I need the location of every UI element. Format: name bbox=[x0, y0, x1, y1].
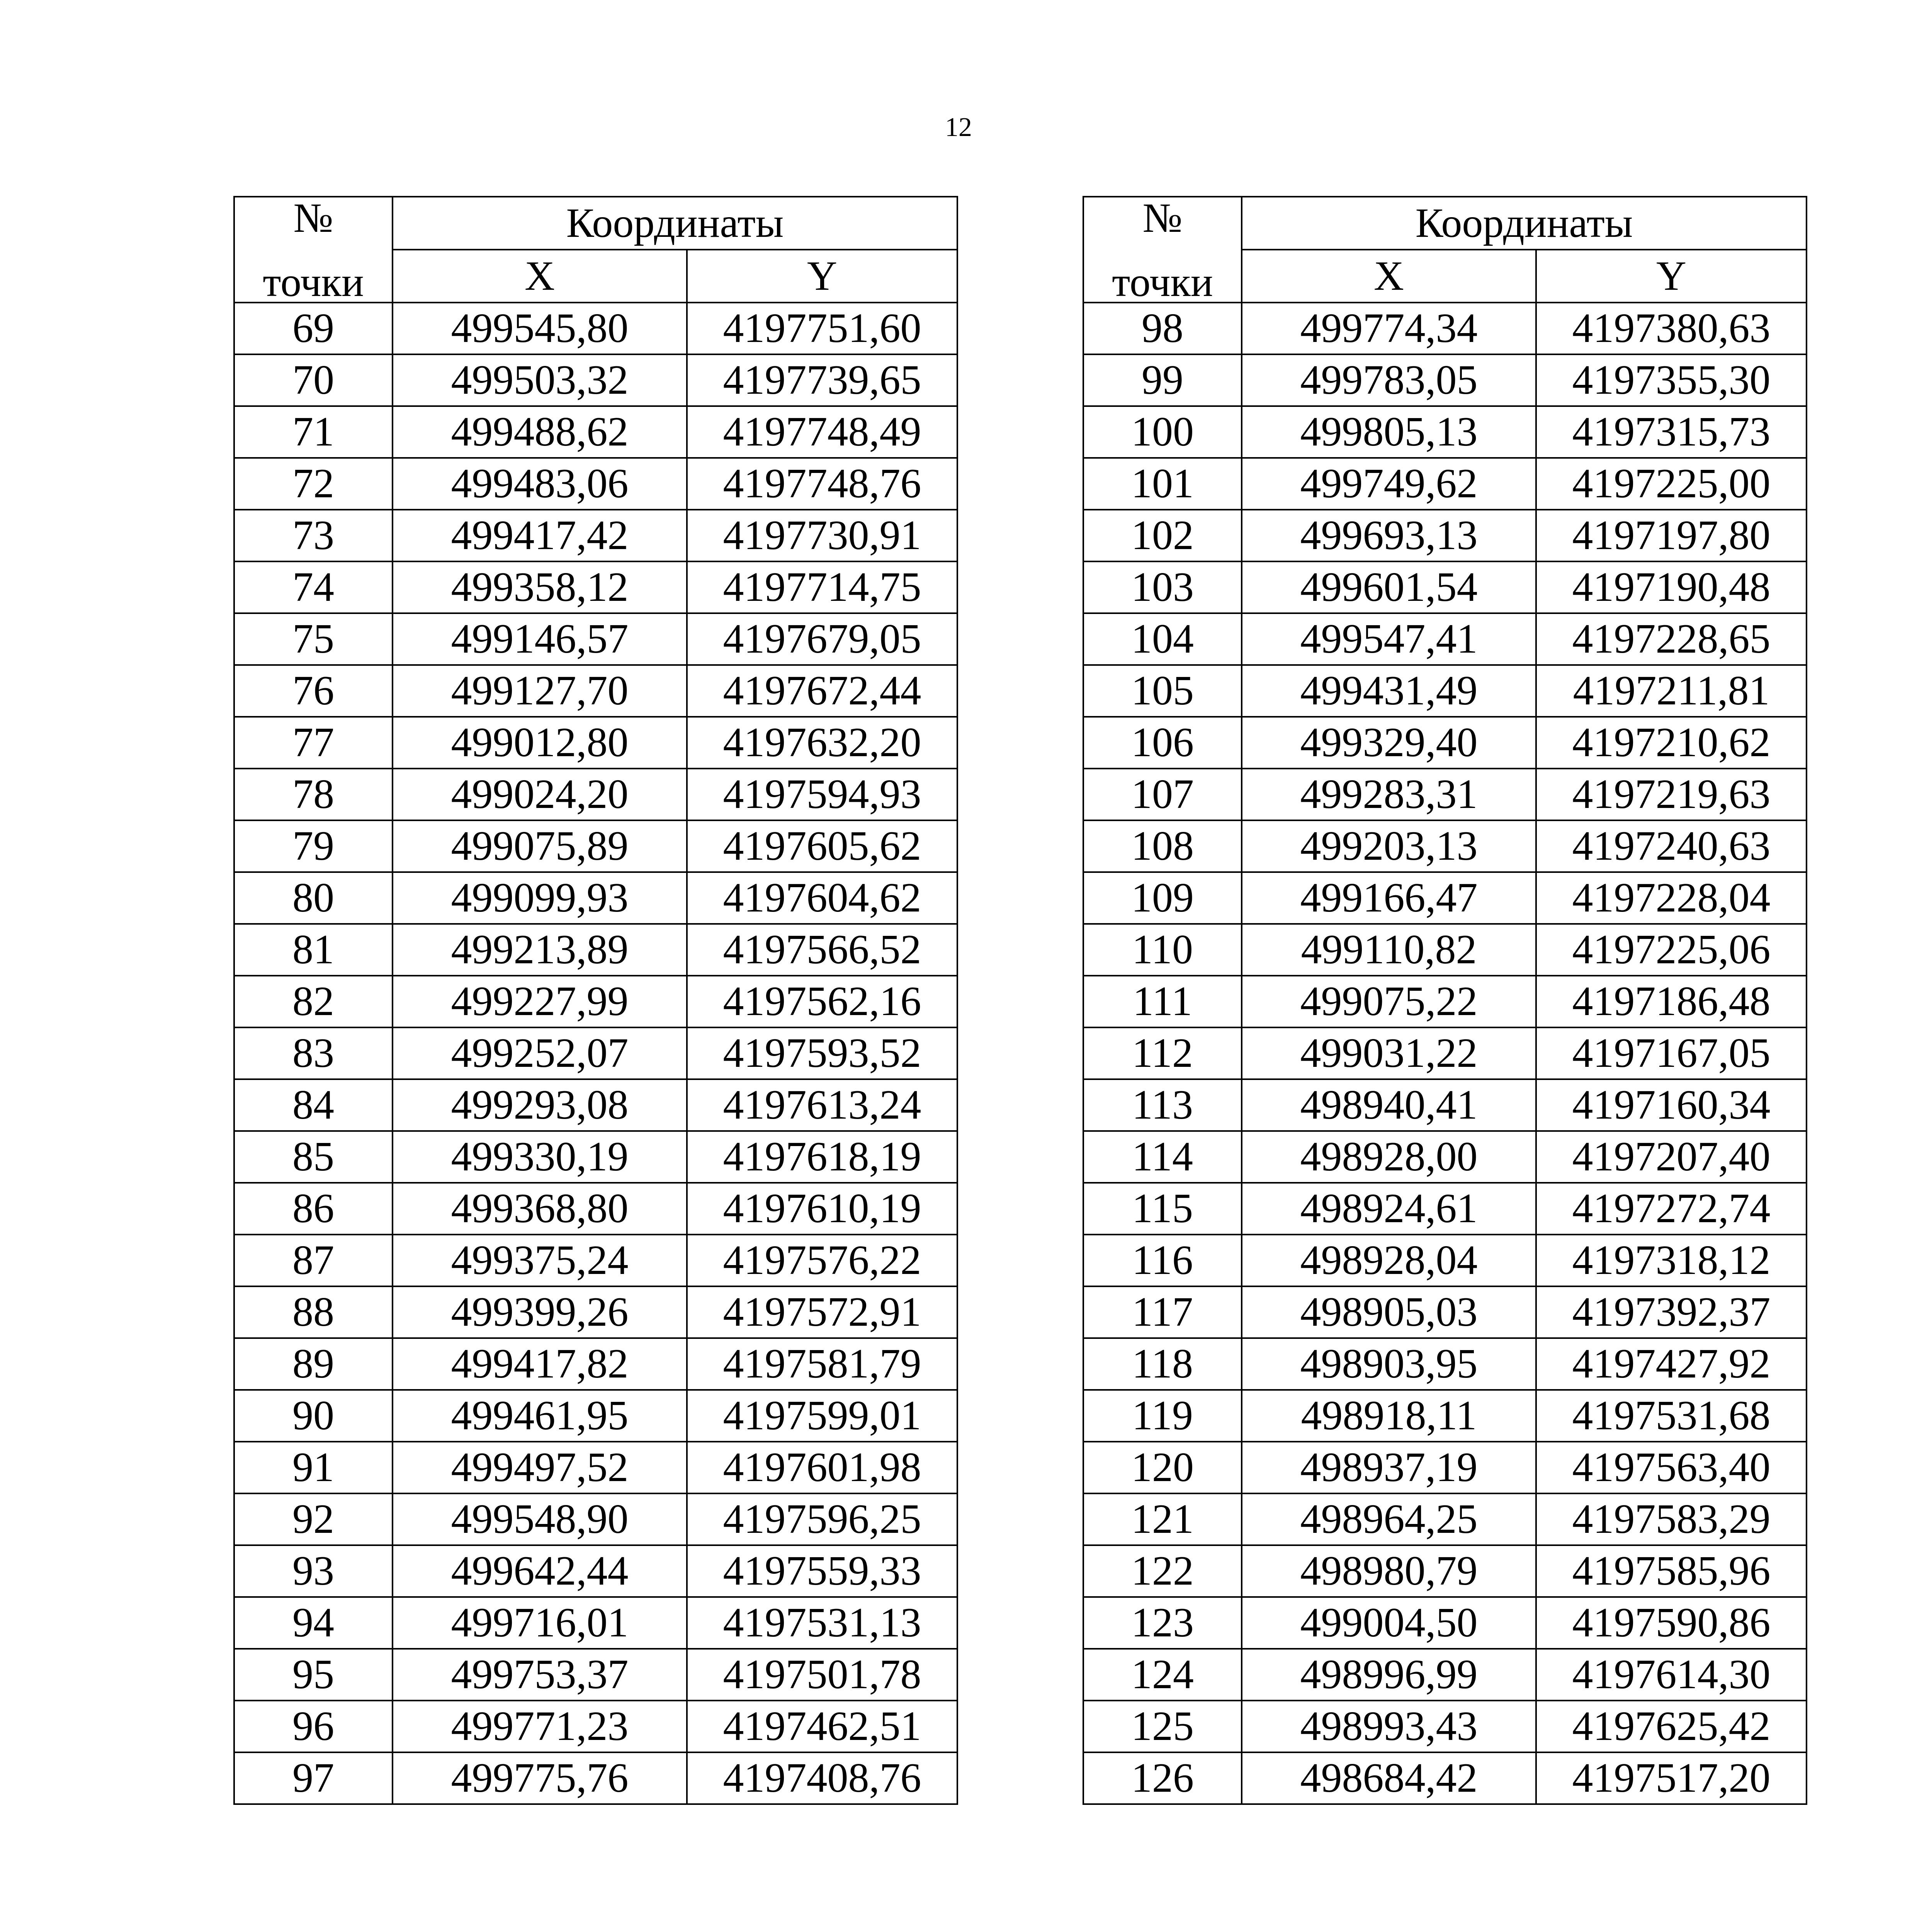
x-coordinate-cell: 499368,80 bbox=[393, 1183, 687, 1235]
point-number-cell: 90 bbox=[234, 1390, 393, 1442]
y-coordinate-cell: 4197462,51 bbox=[687, 1701, 957, 1752]
y-coordinate-cell: 4197517,20 bbox=[1536, 1752, 1807, 1804]
x-coordinate-cell: 499166,47 bbox=[1242, 872, 1536, 924]
x-coordinate-cell: 498928,04 bbox=[1242, 1235, 1536, 1286]
y-coordinate-cell: 4197614,30 bbox=[1536, 1649, 1807, 1701]
y-coordinate-cell: 4197207,40 bbox=[1536, 1131, 1807, 1183]
point-number-cell: 93 bbox=[234, 1545, 393, 1597]
number-symbol: № bbox=[293, 197, 333, 241]
y-coordinate-cell: 4197714,75 bbox=[687, 561, 957, 613]
table-row bbox=[1083, 458, 1807, 510]
table-row bbox=[1083, 510, 1807, 561]
table-row bbox=[234, 1235, 957, 1286]
point-number-cell: 124 bbox=[1083, 1649, 1242, 1701]
x-coordinate-cell: 499805,13 bbox=[1242, 406, 1536, 458]
point-number-cell: 96 bbox=[234, 1701, 393, 1752]
y-coordinate-cell: 4197748,49 bbox=[687, 406, 957, 458]
x-coordinate-cell: 498684,42 bbox=[1242, 1752, 1536, 1804]
table-row bbox=[234, 665, 957, 717]
table-row bbox=[234, 561, 957, 613]
table-row bbox=[234, 717, 957, 769]
point-number-header bbox=[1083, 197, 1242, 303]
y-coordinate-cell: 4197601,98 bbox=[687, 1442, 957, 1493]
x-coordinate-cell: 499431,49 bbox=[1242, 665, 1536, 717]
table-row bbox=[234, 1442, 957, 1493]
table-row bbox=[234, 1183, 957, 1235]
point-number-cell: 74 bbox=[234, 561, 393, 613]
x-coordinate-cell: 498905,03 bbox=[1242, 1286, 1536, 1338]
y-coordinate-cell: 4197197,80 bbox=[1536, 510, 1807, 561]
table-row bbox=[234, 510, 957, 561]
x-coordinate-cell: 499483,06 bbox=[393, 458, 687, 510]
point-number-cell: 86 bbox=[234, 1183, 393, 1235]
x-coordinate-cell: 499461,95 bbox=[393, 1390, 687, 1442]
table-row bbox=[1083, 1545, 1807, 1597]
y-coordinate-cell: 4197190,48 bbox=[1536, 561, 1807, 613]
point-number-cell: 71 bbox=[234, 406, 393, 458]
table-row bbox=[234, 1286, 957, 1338]
point-number-cell: 69 bbox=[234, 303, 393, 354]
table-row bbox=[1083, 1338, 1807, 1390]
x-coordinate-cell: 499601,54 bbox=[1242, 561, 1536, 613]
x-coordinate-cell: 499146,57 bbox=[393, 613, 687, 665]
point-number-cell: 109 bbox=[1083, 872, 1242, 924]
y-coordinate-cell: 4197225,06 bbox=[1536, 924, 1807, 976]
y-coordinate-cell: 4197613,24 bbox=[687, 1079, 957, 1131]
x-coordinate-cell: 499753,37 bbox=[393, 1649, 687, 1701]
table-row bbox=[1083, 303, 1807, 354]
table-row bbox=[234, 1131, 957, 1183]
coordinates-table-right bbox=[1083, 196, 1807, 1805]
x-coordinate-cell: 499252,07 bbox=[393, 1027, 687, 1079]
number-word: точки bbox=[1112, 259, 1213, 303]
table-row bbox=[234, 354, 957, 406]
y-coordinate-cell: 4197625,42 bbox=[1536, 1701, 1807, 1752]
x-coordinate-cell: 498937,19 bbox=[1242, 1442, 1536, 1493]
point-number-cell: 123 bbox=[1083, 1597, 1242, 1649]
x-coordinate-cell: 499099,93 bbox=[393, 872, 687, 924]
y-coordinate-cell: 4197730,91 bbox=[687, 510, 957, 561]
table-row bbox=[234, 1079, 957, 1131]
y-coordinate-cell: 4197392,37 bbox=[1536, 1286, 1807, 1338]
point-number-cell: 83 bbox=[234, 1027, 393, 1079]
point-number-cell: 104 bbox=[1083, 613, 1242, 665]
table-row bbox=[234, 613, 957, 665]
x-coordinate-cell: 499293,08 bbox=[393, 1079, 687, 1131]
table-row bbox=[1083, 1701, 1807, 1752]
x-coordinate-cell: 499503,32 bbox=[393, 354, 687, 406]
x-coordinate-cell: 498940,41 bbox=[1242, 1079, 1536, 1131]
point-number-cell: 72 bbox=[234, 458, 393, 510]
x-coordinate-cell: 499024,20 bbox=[393, 769, 687, 820]
point-number-cell: 75 bbox=[234, 613, 393, 665]
x-coordinate-cell: 499548,90 bbox=[393, 1493, 687, 1545]
point-number-cell: 78 bbox=[234, 769, 393, 820]
table-row bbox=[1083, 717, 1807, 769]
point-number-cell: 125 bbox=[1083, 1701, 1242, 1752]
y-coordinate-cell: 4197225,00 bbox=[1536, 458, 1807, 510]
y-coordinate-cell: 4197583,29 bbox=[1536, 1493, 1807, 1545]
x-coordinate-cell: 499330,19 bbox=[393, 1131, 687, 1183]
y-coordinate-cell: 4197562,16 bbox=[687, 976, 957, 1027]
point-number-cell: 82 bbox=[234, 976, 393, 1027]
y-coordinate-cell: 4197576,22 bbox=[687, 1235, 957, 1286]
table-row bbox=[1083, 354, 1807, 406]
x-coordinate-cell: 499127,70 bbox=[393, 665, 687, 717]
coordinates-header: Координаты bbox=[1242, 197, 1807, 250]
table-row bbox=[234, 1752, 957, 1804]
y-coordinate-cell: 4197531,68 bbox=[1536, 1390, 1807, 1442]
x-coordinate-cell: 499774,34 bbox=[1242, 303, 1536, 354]
point-number-cell: 98 bbox=[1083, 303, 1242, 354]
table-row bbox=[234, 1597, 957, 1649]
x-coordinate-cell: 499488,62 bbox=[393, 406, 687, 458]
point-number-cell: 102 bbox=[1083, 510, 1242, 561]
y-coordinate-cell: 4197604,62 bbox=[687, 872, 957, 924]
x-coordinate-cell: 498996,99 bbox=[1242, 1649, 1536, 1701]
x-coordinate-cell: 499749,62 bbox=[1242, 458, 1536, 510]
point-number-cell: 76 bbox=[234, 665, 393, 717]
y-coordinate-cell: 4197739,65 bbox=[687, 354, 957, 406]
x-coordinate-cell: 499012,80 bbox=[393, 717, 687, 769]
table-row bbox=[1083, 1649, 1807, 1701]
point-number-cell: 88 bbox=[234, 1286, 393, 1338]
y-coordinate-cell: 4197751,60 bbox=[687, 303, 957, 354]
x-coordinate-cell: 499642,44 bbox=[393, 1545, 687, 1597]
x-coordinate-cell: 499417,42 bbox=[393, 510, 687, 561]
table-row bbox=[1083, 820, 1807, 872]
table-row bbox=[1083, 1286, 1807, 1338]
table-row bbox=[234, 1545, 957, 1597]
x-coordinate-cell: 499497,52 bbox=[393, 1442, 687, 1493]
point-number-cell: 110 bbox=[1083, 924, 1242, 976]
point-number-cell: 122 bbox=[1083, 1545, 1242, 1597]
x-coordinate-cell: 499693,13 bbox=[1242, 510, 1536, 561]
y-coordinate-cell: 4197186,48 bbox=[1536, 976, 1807, 1027]
point-number-header bbox=[234, 197, 393, 303]
x-header: X bbox=[393, 250, 687, 303]
point-number-cell: 92 bbox=[234, 1493, 393, 1545]
point-number-cell: 80 bbox=[234, 872, 393, 924]
point-number-cell: 126 bbox=[1083, 1752, 1242, 1804]
x-coordinate-cell: 498980,79 bbox=[1242, 1545, 1536, 1597]
x-coordinate-cell: 498964,25 bbox=[1242, 1493, 1536, 1545]
table-row bbox=[1083, 1597, 1807, 1649]
y-coordinate-cell: 4197596,25 bbox=[687, 1493, 957, 1545]
y-coordinate-cell: 4197581,79 bbox=[687, 1338, 957, 1390]
x-coordinate-cell: 499329,40 bbox=[1242, 717, 1536, 769]
y-coordinate-cell: 4197605,62 bbox=[687, 820, 957, 872]
point-number-cell: 91 bbox=[234, 1442, 393, 1493]
table-row bbox=[234, 303, 957, 354]
point-number-cell: 107 bbox=[1083, 769, 1242, 820]
x-coordinate-cell: 499075,22 bbox=[1242, 976, 1536, 1027]
page-number: 12 bbox=[945, 112, 972, 142]
point-number-cell: 113 bbox=[1083, 1079, 1242, 1131]
y-coordinate-cell: 4197318,12 bbox=[1536, 1235, 1807, 1286]
point-number-cell: 118 bbox=[1083, 1338, 1242, 1390]
y-coordinate-cell: 4197672,44 bbox=[687, 665, 957, 717]
y-coordinate-cell: 4197599,01 bbox=[687, 1390, 957, 1442]
x-coordinate-cell: 499358,12 bbox=[393, 561, 687, 613]
x-coordinate-cell: 498903,95 bbox=[1242, 1338, 1536, 1390]
x-coordinate-cell: 498918,11 bbox=[1242, 1390, 1536, 1442]
x-coordinate-cell: 499031,22 bbox=[1242, 1027, 1536, 1079]
x-header: X bbox=[1242, 250, 1536, 303]
point-number-cell: 81 bbox=[234, 924, 393, 976]
y-coordinate-cell: 4197167,05 bbox=[1536, 1027, 1807, 1079]
y-coordinate-cell: 4197315,73 bbox=[1536, 406, 1807, 458]
x-coordinate-cell: 499783,05 bbox=[1242, 354, 1536, 406]
point-number-cell: 119 bbox=[1083, 1390, 1242, 1442]
x-coordinate-cell: 499775,76 bbox=[393, 1752, 687, 1804]
table-row bbox=[1083, 406, 1807, 458]
x-coordinate-cell: 499547,41 bbox=[1242, 613, 1536, 665]
y-coordinate-cell: 4197240,63 bbox=[1536, 820, 1807, 872]
y-coordinate-cell: 4197632,20 bbox=[687, 717, 957, 769]
table-row bbox=[234, 1649, 957, 1701]
y-coordinate-cell: 4197594,93 bbox=[687, 769, 957, 820]
y-coordinate-cell: 4197228,04 bbox=[1536, 872, 1807, 924]
point-number-cell: 116 bbox=[1083, 1235, 1242, 1286]
y-coordinate-cell: 4197427,92 bbox=[1536, 1338, 1807, 1390]
y-coordinate-cell: 4197593,52 bbox=[687, 1027, 957, 1079]
number-word: точки bbox=[263, 259, 364, 303]
y-coordinate-cell: 4197408,76 bbox=[687, 1752, 957, 1804]
point-number-cell: 85 bbox=[234, 1131, 393, 1183]
table-row bbox=[1083, 1131, 1807, 1183]
y-coordinate-cell: 4197355,30 bbox=[1536, 354, 1807, 406]
point-number-cell: 121 bbox=[1083, 1493, 1242, 1545]
table-row bbox=[1083, 1390, 1807, 1442]
x-coordinate-cell: 499716,01 bbox=[393, 1597, 687, 1649]
point-number-cell: 73 bbox=[234, 510, 393, 561]
y-coordinate-cell: 4197380,63 bbox=[1536, 303, 1807, 354]
y-coordinate-cell: 4197559,33 bbox=[687, 1545, 957, 1597]
y-coordinate-cell: 4197210,62 bbox=[1536, 717, 1807, 769]
point-number-cell: 84 bbox=[234, 1079, 393, 1131]
table-row bbox=[1083, 1235, 1807, 1286]
table-row bbox=[1083, 561, 1807, 613]
table-row bbox=[234, 976, 957, 1027]
y-coordinate-cell: 4197563,40 bbox=[1536, 1442, 1807, 1493]
table-row bbox=[1083, 665, 1807, 717]
table-row bbox=[234, 769, 957, 820]
table-row bbox=[1083, 769, 1807, 820]
table-row bbox=[234, 1338, 957, 1390]
point-number-cell: 101 bbox=[1083, 458, 1242, 510]
x-coordinate-cell: 498924,61 bbox=[1242, 1183, 1536, 1235]
x-coordinate-cell: 499203,13 bbox=[1242, 820, 1536, 872]
x-coordinate-cell: 499399,26 bbox=[393, 1286, 687, 1338]
point-number-cell: 103 bbox=[1083, 561, 1242, 613]
table-row bbox=[1083, 872, 1807, 924]
table-row bbox=[234, 820, 957, 872]
point-number-cell: 99 bbox=[1083, 354, 1242, 406]
y-coordinate-cell: 4197572,91 bbox=[687, 1286, 957, 1338]
point-number-cell: 94 bbox=[234, 1597, 393, 1649]
point-number-cell: 97 bbox=[234, 1752, 393, 1804]
table-row bbox=[1083, 1442, 1807, 1493]
point-number-cell: 79 bbox=[234, 820, 393, 872]
table-row bbox=[1083, 1079, 1807, 1131]
point-number-cell: 87 bbox=[234, 1235, 393, 1286]
table-row bbox=[1083, 924, 1807, 976]
table-row bbox=[234, 458, 957, 510]
x-coordinate-cell: 499110,82 bbox=[1242, 924, 1536, 976]
y-coordinate-cell: 4197160,34 bbox=[1536, 1079, 1807, 1131]
coordinates-table-left bbox=[233, 196, 958, 1805]
y-coordinate-cell: 4197590,86 bbox=[1536, 1597, 1807, 1649]
x-coordinate-cell: 499283,31 bbox=[1242, 769, 1536, 820]
y-header: Y bbox=[687, 250, 957, 303]
point-number-cell: 105 bbox=[1083, 665, 1242, 717]
number-symbol: № bbox=[1142, 197, 1183, 241]
point-number-cell: 106 bbox=[1083, 717, 1242, 769]
y-coordinate-cell: 4197211,81 bbox=[1536, 665, 1807, 717]
coordinates-header: Координаты bbox=[393, 197, 957, 250]
x-coordinate-cell: 498993,43 bbox=[1242, 1701, 1536, 1752]
y-coordinate-cell: 4197219,63 bbox=[1536, 769, 1807, 820]
x-coordinate-cell: 499004,50 bbox=[1242, 1597, 1536, 1649]
y-coordinate-cell: 4197748,76 bbox=[687, 458, 957, 510]
point-number-cell: 117 bbox=[1083, 1286, 1242, 1338]
point-number-cell: 114 bbox=[1083, 1131, 1242, 1183]
point-number-cell: 111 bbox=[1083, 976, 1242, 1027]
point-number-cell: 100 bbox=[1083, 406, 1242, 458]
table-row bbox=[1083, 613, 1807, 665]
x-coordinate-cell: 499213,89 bbox=[393, 924, 687, 976]
y-coordinate-cell: 4197531,13 bbox=[687, 1597, 957, 1649]
y-header: Y bbox=[1536, 250, 1807, 303]
y-coordinate-cell: 4197610,19 bbox=[687, 1183, 957, 1235]
x-coordinate-cell: 499771,23 bbox=[393, 1701, 687, 1752]
y-coordinate-cell: 4197618,19 bbox=[687, 1131, 957, 1183]
y-coordinate-cell: 4197679,05 bbox=[687, 613, 957, 665]
point-number-cell: 108 bbox=[1083, 820, 1242, 872]
point-number-cell: 77 bbox=[234, 717, 393, 769]
y-coordinate-cell: 4197228,65 bbox=[1536, 613, 1807, 665]
table-row bbox=[234, 1390, 957, 1442]
x-coordinate-cell: 499227,99 bbox=[393, 976, 687, 1027]
y-coordinate-cell: 4197501,78 bbox=[687, 1649, 957, 1701]
table-row bbox=[1083, 1493, 1807, 1545]
x-coordinate-cell: 499545,80 bbox=[393, 303, 687, 354]
table-row bbox=[234, 872, 957, 924]
y-coordinate-cell: 4197272,74 bbox=[1536, 1183, 1807, 1235]
table-row bbox=[1083, 1183, 1807, 1235]
table-row bbox=[234, 1493, 957, 1545]
point-number-cell: 120 bbox=[1083, 1442, 1242, 1493]
point-number-cell: 70 bbox=[234, 354, 393, 406]
table-row bbox=[1083, 1752, 1807, 1804]
table-row bbox=[1083, 976, 1807, 1027]
x-coordinate-cell: 498928,00 bbox=[1242, 1131, 1536, 1183]
x-coordinate-cell: 499417,82 bbox=[393, 1338, 687, 1390]
x-coordinate-cell: 499375,24 bbox=[393, 1235, 687, 1286]
table-row bbox=[234, 1701, 957, 1752]
point-number-cell: 95 bbox=[234, 1649, 393, 1701]
y-coordinate-cell: 4197585,96 bbox=[1536, 1545, 1807, 1597]
x-coordinate-cell: 499075,89 bbox=[393, 820, 687, 872]
point-number-cell: 115 bbox=[1083, 1183, 1242, 1235]
table-row bbox=[234, 406, 957, 458]
y-coordinate-cell: 4197566,52 bbox=[687, 924, 957, 976]
table-row bbox=[234, 1027, 957, 1079]
point-number-cell: 112 bbox=[1083, 1027, 1242, 1079]
point-number-cell: 89 bbox=[234, 1338, 393, 1390]
table-row bbox=[1083, 1027, 1807, 1079]
table-row bbox=[234, 924, 957, 976]
